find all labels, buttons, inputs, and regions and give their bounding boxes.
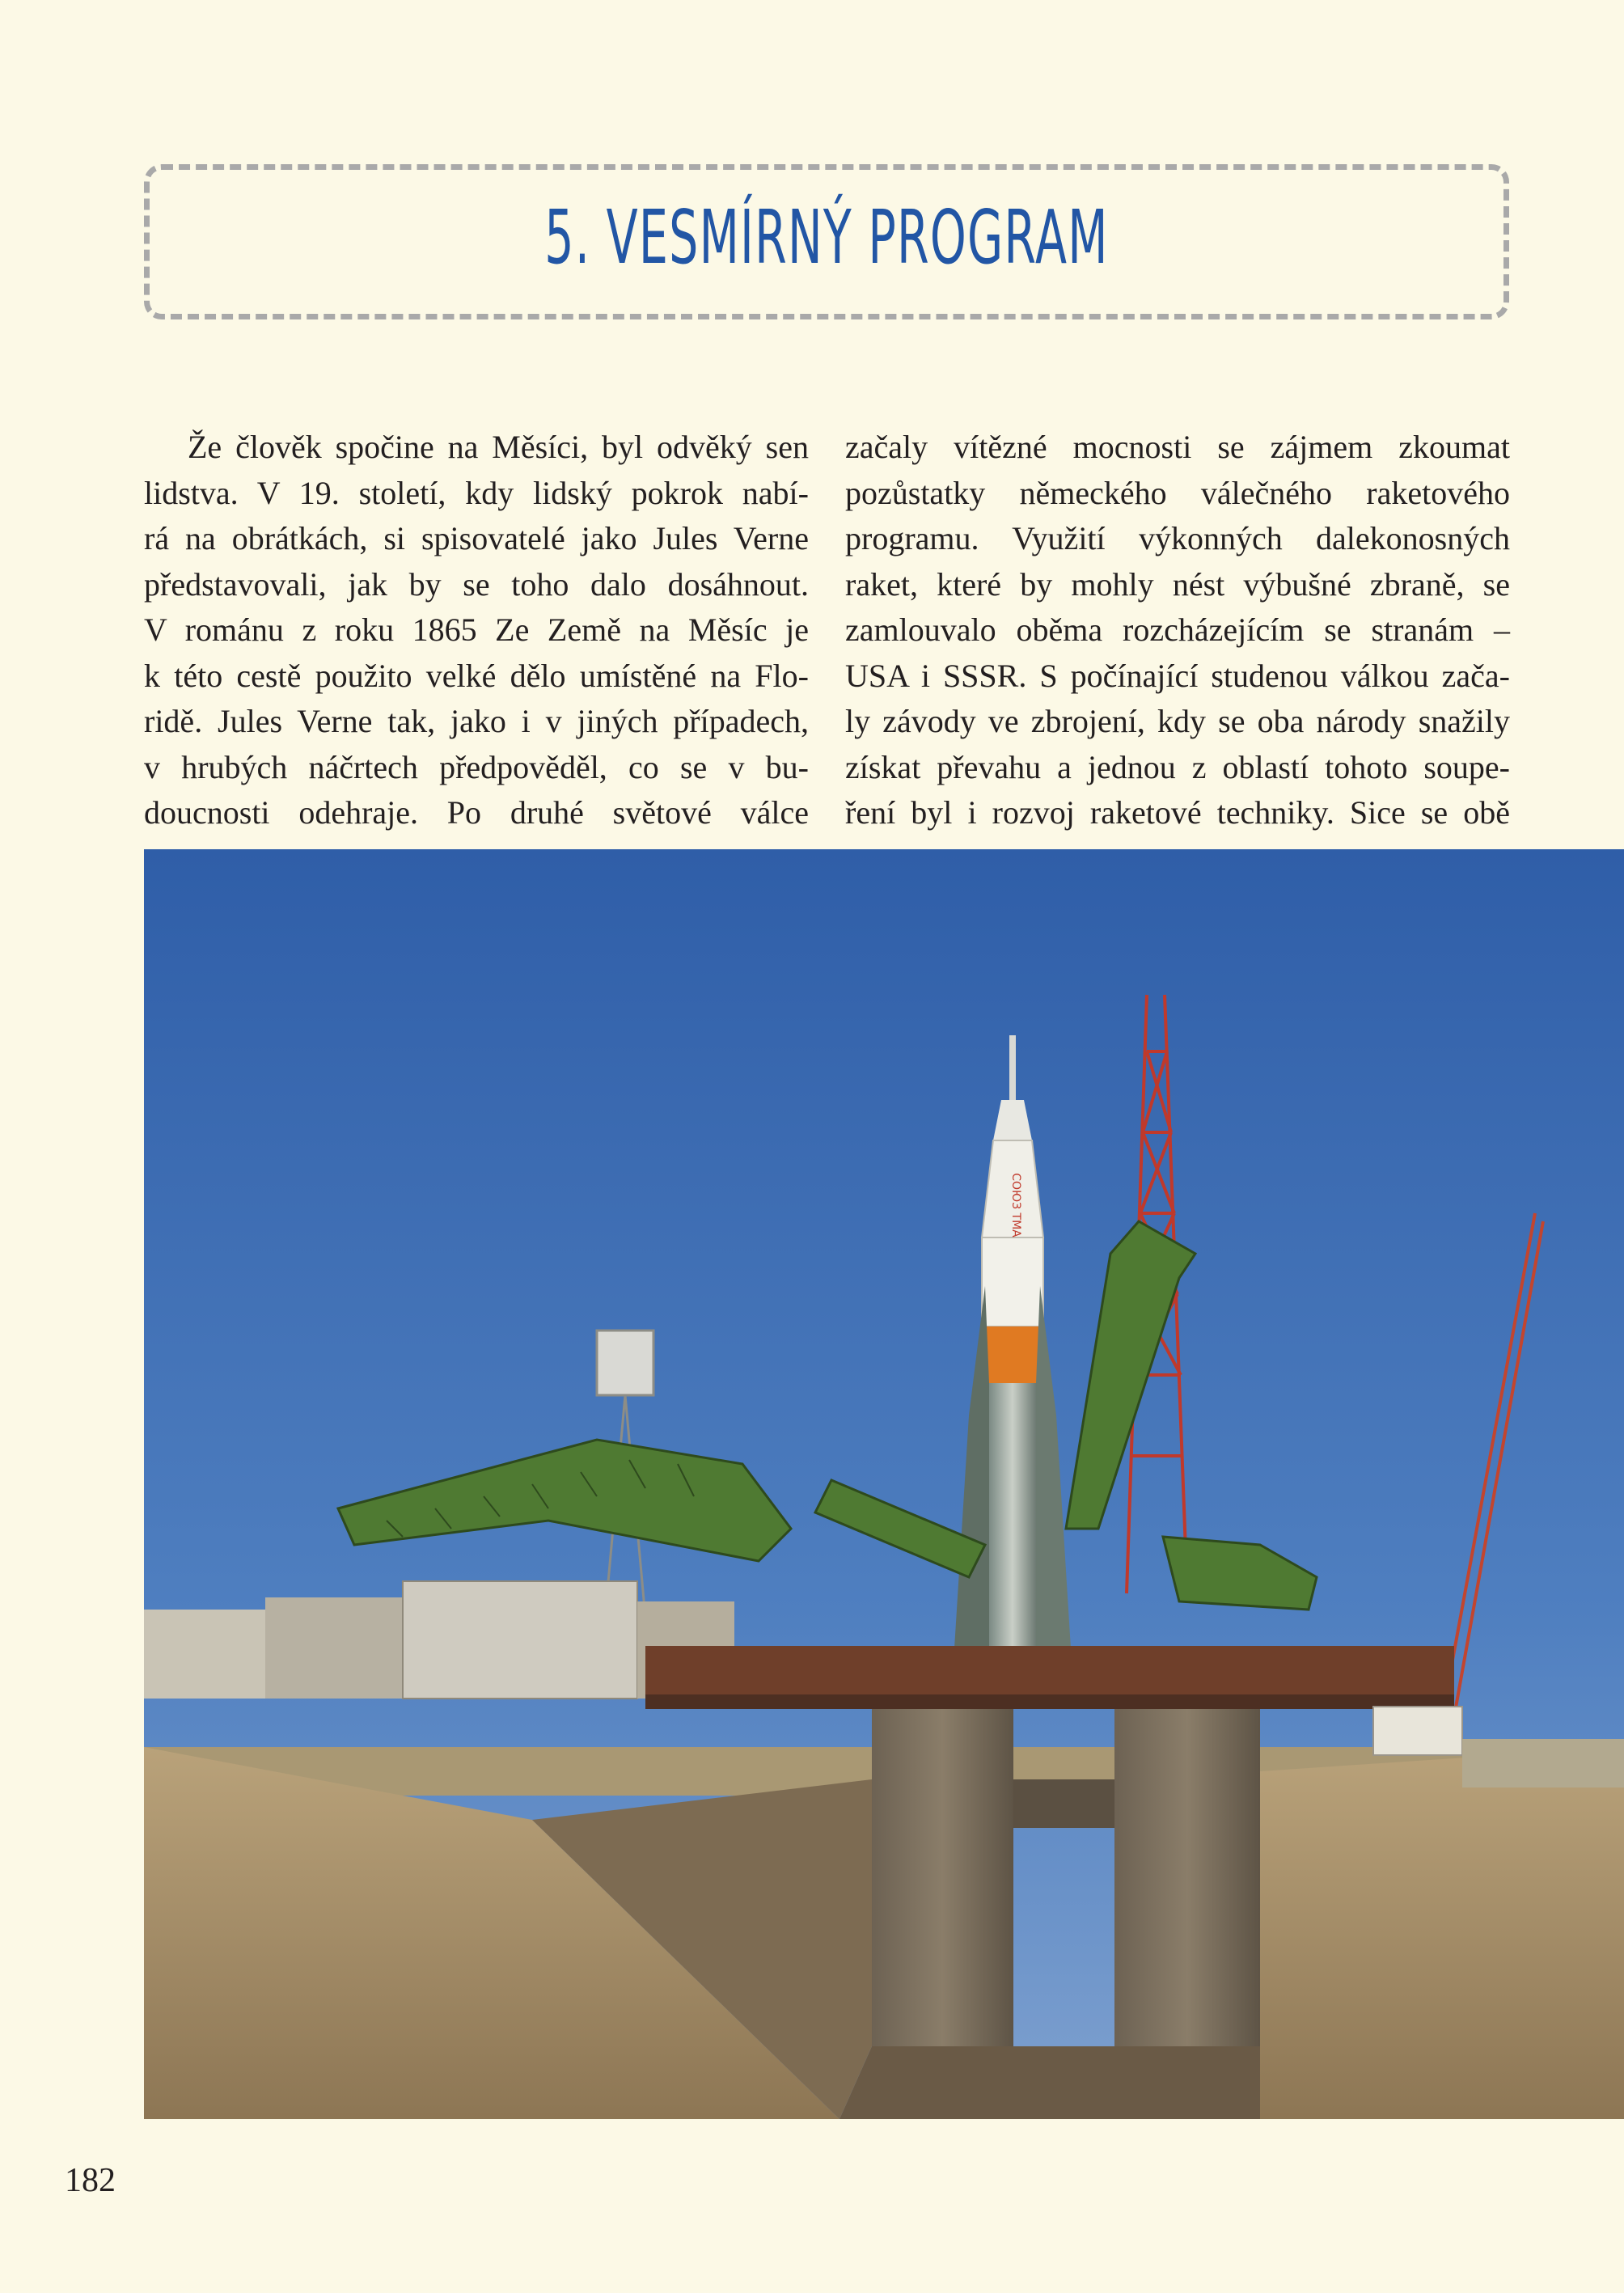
text-line: pozůstatky německého válečného raketového bbox=[845, 474, 1510, 511]
rocket-lettering: СОЮЗ ТМА bbox=[1009, 1173, 1022, 1237]
text-line: USA i SSSR. S počínající studenou válkou zača- bbox=[845, 657, 1510, 694]
trench-floor bbox=[839, 2046, 1260, 2119]
text-line: představovali, jak by se toho dalo dosáhnout. bbox=[144, 565, 809, 603]
chapter-title: 5. VESMÍRNÝ PROGRAM bbox=[544, 194, 1109, 281]
text-line: Že člověk spočine na Měsíci, byl odvěký sen bbox=[188, 429, 809, 465]
launch-platform bbox=[645, 1646, 1454, 1694]
building-right bbox=[1373, 1707, 1462, 1755]
text-line: lidstva. V 19. století, kdy lidský pokrok nabí- bbox=[144, 474, 809, 511]
chapter-title-frame bbox=[144, 164, 1509, 319]
text-line: k této cestě použito velké dělo umístěné na Flo- bbox=[144, 657, 809, 694]
page-number: 182 bbox=[65, 2162, 116, 2199]
text-line: raket, které by mohly nést výbušné zbraně, se bbox=[845, 565, 1510, 603]
text-line: programu. Využití výkonných dalekonosných bbox=[845, 520, 1510, 556]
text-line: v hrubých náčrtech předpověděl, co se v bu- bbox=[144, 748, 809, 785]
text-line: zamlouvalo oběma rozcházejícím se stranám – bbox=[845, 611, 1510, 648]
text-column-right bbox=[845, 425, 1510, 836]
launch-pad-photo bbox=[144, 849, 1624, 2119]
text-column-left bbox=[144, 425, 809, 836]
text-line: ření byl i rozvoj raketové techniky. Sice se obě bbox=[845, 794, 1510, 831]
text-line: rá na obrátkách, si spisovatelé jako Jules Verne bbox=[144, 520, 809, 556]
text-line: ly závody ve zbrojení, kdy se oba národy snažily bbox=[845, 703, 1510, 739]
flame-trench-slope-right bbox=[1260, 1747, 1624, 2119]
text-line: V románu z roku 1865 Ze Země na Měsíc je bbox=[144, 611, 809, 648]
text-line: začaly vítězné mocnosti se zájmem zkoumat bbox=[845, 429, 1510, 465]
text-line: ridě. Jules Verne tak, jako i v jiných případech, bbox=[144, 703, 809, 739]
text-line: doucnosti odehraje. Po druhé světové válce bbox=[144, 794, 809, 831]
text-line: získat převahu a jednou z oblastí tohoto soupe- bbox=[845, 748, 1510, 785]
